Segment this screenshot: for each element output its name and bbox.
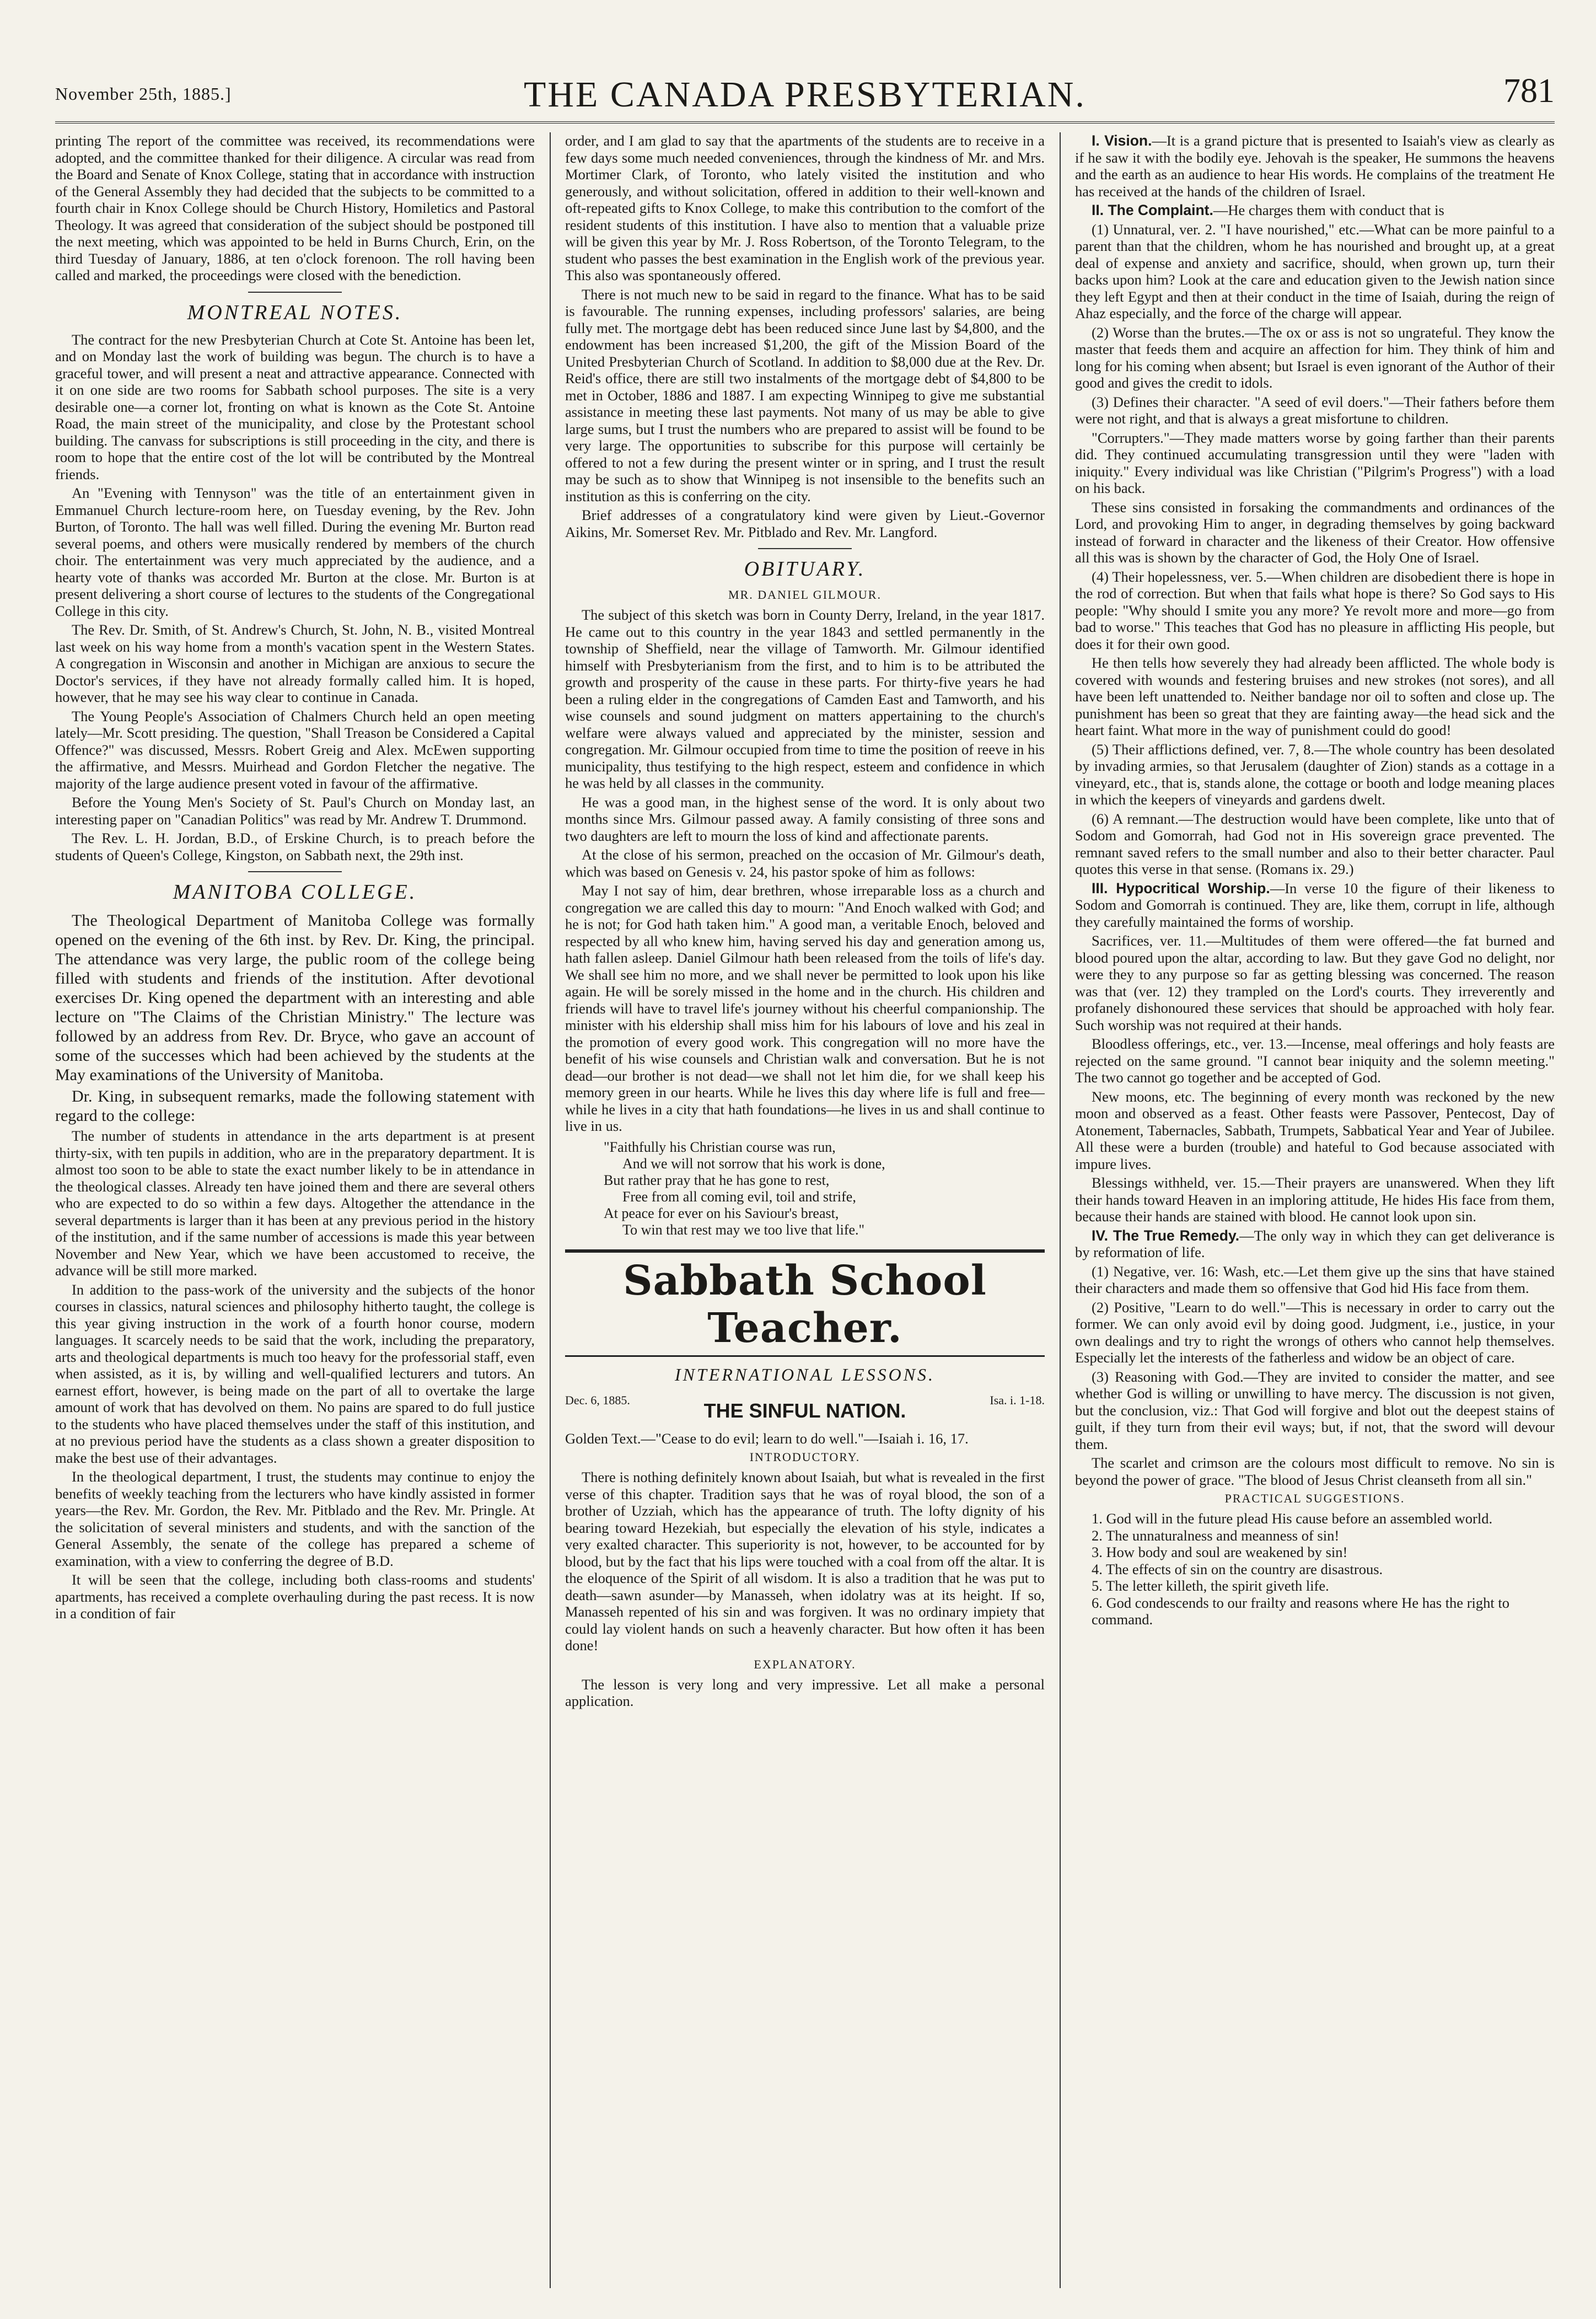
- montreal-notes-heading: MONTREAL NOTES.: [187, 300, 403, 324]
- section-label: I. Vision.: [1092, 132, 1152, 149]
- article-paragraph: In the theological department, I trust, the students may continue to enjoy the benefits of weekly teaching from the lecturers who have kindly assisted in former years—the Rev. Mr. Gordon, the Rev. Mr. Pitblado and the Rev. Mr. Pringle. At the solicitation of several ministers and students, and with the sanction of the General Assembly, the senate of the college has prepared a scheme of examination, with a view to conferring the degree of B.D.: [55, 1468, 535, 1569]
- article-paragraph: There is not much new to be said in regard to the finance. What has to be said is favourable. The running expenses, including professors' salaries, are being fully met. The mortgage debt has been reduced since June last by $4,800, and the endowment has been increased $1,200, the gift of the Mission Board of the United Presbyterian Church of Scotland. In addition to $8,000 due at the Rev. Dr. Reid's office, there are still two instalments of the mortgage debt of $4,800 to be met in October, 1886 and 1887. I am expecting Winnipeg to give me substantial assistance in meeting these last payments. Not many of us may be able to give large sums, but I trust the numbers who are prepared to assist will be found to be very large. The opportunities to subscribe for this purpose will certainly be offered to not a few during the present winter or in spring, and I trust the result may be such as to show that Winnipeg is not insensible to the benefits such an institution as this is conferring on the city.: [565, 286, 1045, 504]
- poem-line: Free from all coming evil, toil and strife,: [622, 1188, 856, 1205]
- column-middle: [565, 132, 1045, 2288]
- article-paragraph: Bloodless offerings, etc., ver. 13.—Incense, meal offerings and holy feasts are rejected on the same ground. "I cannot bear iniquity and the solemn meeting." The two cannot go together and be accepted of God.: [1075, 1035, 1555, 1086]
- section-text: —The only way in which they can get deliverance is by reformation of life.: [1075, 1227, 1555, 1260]
- article-paragraph: (1) Unnatural, ver. 2. "I have nourished," etc.—What can be more painful to a parent than that the children, whom he has nourished and brought up, at a great deal of expense and anxiety and sacrifice, should, when grown up, turn their backs upon him? Look at the care and education given to the Jewish nation since they left Egypt and then at their conduct in the time of Isaiah, during the reign of Ahaz especially, and the force of the charge will appear.: [1075, 221, 1555, 321]
- article-paragraph: (5) Their afflictions defined, ver. 7, 8.—The whole country has been desolated by invading armies, so that Jerusalem (daughter of Zion) stands as a cottage in a vineyard, etc., that is, stands alone, the cottage or booth and lodge meaning places in which the keepers of vineyards and gardens dwelt.: [1075, 740, 1555, 808]
- article-paragraph: Sacrifices, ver. 11.—Multitudes of them were offered—the fat burned and blood poured upon the altar, according to law. But they gave God no delight, nor were they to any purpose so far as getting blessing was concerned. The reason was that (ver. 12) they trampled on the Lord's courts. They irreverently and profanely dishonoured these services that should be approached with holy fear. Such worship was not required at their hands.: [1075, 932, 1555, 1033]
- article-paragraph: The Young People's Association of Chalmers Church held an open meeting lately—Mr. Scott presiding. The question, "Shall Treason be Considered a Capital Offence?" was discussed, Messrs. Robert Greig and Alex. McEwen supporting the affirmative, and Messrs. Muirhead and Gordon Fletcher the negative. The majority of the large audience present voted in favour of the affirmative.: [55, 707, 535, 792]
- list-item: 6. God condescends to our frailty and reasons where He has the right to command.: [1092, 1594, 1509, 1628]
- lesson-reference: Isa. i. 1-18.: [990, 1393, 1045, 1407]
- practical-suggestions-heading: PRACTICAL SUGGESTIONS.: [1224, 1491, 1405, 1505]
- obituary-heading: OBITUARY.: [744, 557, 866, 581]
- section-paragraph: [1075, 880, 1555, 931]
- poem-line: To win that rest may we too live that life.": [622, 1221, 865, 1238]
- section-divider: [248, 292, 342, 293]
- article-paragraph: In addition to the pass-work of the university and the subjects of the honor courses in classics, natural sciences and philosophy hitherto taught, the college is this year giving instruction in the work of a fourth honor course, modern languages. It scarcely needs to be said that the work, including the preparatory, arts and theological departments is much too heavy for the professorial staff, even when assisted, as it is, by willing and well-qualified lecturers and tutors. An earnest effort, however, is being made on the part of all to overtake the large amount of work that has devolved on them. No pains are spared to do full justice to the students who have placed themselves under the staff of this institution, and at no previous period have the students as a class shown a greater disposition to make the best use of their advantages.: [55, 1281, 535, 1466]
- section-text: —It is a grand picture that is presented to Isaiah's view as clearly as if he saw it with the bodily eye. Jehovah is the speaker, He summons the heavens and the earth as an audience to hear His words. He complains of the treatment He has received at the hands of the children of Israel.: [1075, 132, 1555, 200]
- column-area: [55, 132, 1555, 2288]
- column-rule: [550, 132, 551, 2288]
- explanatory-heading: EXPLANATORY.: [754, 1657, 856, 1671]
- list-item: 2. The unnaturalness and meanness of sin!: [1092, 1527, 1340, 1544]
- list-item: 3. How body and soul are weakened by sin!: [1092, 1544, 1348, 1560]
- section-label: III. Hypocritical Worship.: [1092, 879, 1270, 897]
- article-paragraph: At the close of his sermon, preached on the occasion of Mr. Gilmour's death, which was based on Genesis v. 24, his pastor spoke of him as follows:: [565, 846, 1045, 880]
- article-paragraph: (2) Worse than the brutes.—The ox or ass is not so ungrateful. They know the master that feeds them and acquire an affection for him. They think of him and long for his coming when absent; but Israel is even ignorant of the Author of their good and gives the credit to idols.: [1075, 324, 1555, 391]
- article-paragraph: The lesson is very long and very impressive. Let all make a personal application.: [565, 1676, 1045, 1709]
- issue-date: November 25th, 1885.]: [55, 84, 232, 104]
- newspaper-page: [55, 50, 1555, 2288]
- article-paragraph: Blessings withheld, ver. 15.—Their prayers are unanswered. When they lift their hands toward Heaven in an imploring attitude, He hides His face from them, because their hands are stained with blood. He cannot look upon sin.: [1075, 1174, 1555, 1225]
- article-paragraph: "Corrupters."—They made matters worse by going farther than their parents did. They continued accumulating transgression until they were "laden with iniquity." Every individual was like Christian ("Pilgrim's Progress") with a load on his back.: [1075, 429, 1555, 496]
- article-paragraph: The contract for the new Presbyterian Church at Cote St. Antoine has been let, and on Monday last the work of building was begun. The church is to have a graceful tower, and will present a neat and attractive appearance. Connected with it on one side are two rooms for Sabbath school purposes. The site is a very desirable one—a corner lot, fronting on what is known as the Cote St. Antoine Road, the main street of the municipality, and close by the Protestant school building. The canvass for subscriptions is still proceeding in the city, and there is room to hope that the entire cost of the lot will be contributed by the Montreal friends.: [55, 331, 535, 482]
- article-paragraph: (4) Their hopelessness, ver. 5.—When children are disobedient there is hope in the rod of correction. But when that fails what hope is there? So God says to His people: "Why should I smite you any more? Ye revolt more and more—go from bad to worse." This teaches that God has no pleasure in afflicting His people, but does it for their own good.: [1075, 568, 1555, 652]
- section-paragraph: [1075, 1227, 1555, 1261]
- article-paragraph: (3) Defines their character. "A seed of evil doers."—Their fathers before them were not right, and that is always a great misfortune to children.: [1075, 393, 1555, 427]
- lesson-title: THE SINFUL NATION.: [703, 1399, 906, 1422]
- article-paragraph: He then tells how severely they had already been afflicted. The whole body is covered with wounds and festering bruises and new strokes (not sores), and all have been left unattended to. Neither bandage nor oil to soften and close up. The punishment has been so great that they are fainting away—the head sick and the heart faint. What more in the way of punishment could do good!: [1075, 654, 1555, 738]
- section-paragraph: [1075, 202, 1555, 219]
- article-paragraph: These sins consisted in forsaking the commandments and ordinances of the Lord, and provoking Him to anger, in degrading themselves by going backward instead of forward in character and the likeness of their Creator. How offensive all this was is shown by the character of God, the Holy One of Israel.: [1075, 498, 1555, 566]
- article-paragraph: It will be seen that the college, including both class-rooms and students' apartments, has received a complete overhauling during the past recess. It is now in a condition of fair: [55, 1571, 535, 1622]
- page-number: 781: [1503, 72, 1555, 110]
- column-rule: [1060, 132, 1061, 2288]
- section-label: II. The Complaint.: [1092, 202, 1213, 218]
- article-paragraph: The scarlet and crimson are the colours most difficult to remove. No sin is beyond the power of grace. "The blood of Jesus Christ cleanseth from all sin.": [1075, 1454, 1555, 1488]
- section-text: —He charges them with conduct that is: [1213, 202, 1444, 218]
- section-label: IV. The True Remedy.: [1092, 1227, 1240, 1244]
- sabbath-school-banner: [565, 1249, 1045, 1357]
- article-paragraph: New moons, etc. The beginning of every month was reckoned by the new moon and observed as a feast. Other feasts were Passover, Pentecost, Day of Atonement, Tabernacles, Sabbath, Trumpets, Sabbatical Year and Year of Jubilee. All these were a burden (trouble) and hateful to God because associated with impure lives.: [1075, 1088, 1555, 1172]
- article-paragraph: The Theological Department of Manitoba College was formally opened on the evening of the 6th inst. by Rev. Dr. King, the principal. The attendance was very large, the public room of the college being filled with students and friends of the institution. After devotional exercises Dr. King opened the department with an interesting and able lecture on "The Claims of the Christian Ministry." The lecture was followed by an address from Rev. Dr. Bryce, who gave an account of some of the successes which had been achieved by the students at the May examinations of the University of Manitoba.: [55, 911, 535, 1084]
- introductory-heading: INTRODUCTORY.: [749, 1450, 861, 1464]
- list-item: 5. The letter killeth, the spirit giveth life.: [1092, 1577, 1329, 1594]
- article-paragraph: (2) Positive, "Learn to do well."—This is necessary in order to carry out the former. We can only avoid evil by doing good. Judgment, i.e., justice, in your own dealings and try to right the wrongs of others who cannot help themselves. Especially let the interests of the fatherless and widow be an object of care.: [1075, 1298, 1555, 1366]
- article-paragraph: order, and I am glad to say that the apartments of the students are to receive in a few days some much needed conveniences, through the kindness of Mr. and Mrs. Mortimer Clark, of Toronto, who lately visited the institution and who generously, and without solicitation, offered in addition to their well-known and oft-repeated gifts to Knox College, to make this contribution to the comfort of the resident students of this institution. I have also to mention that a valuable prize will be given this year by Mr. J. Ross Robertson, of the Toronto Telegram, to the student who passes the best examination in the English work of the previous year. This also was spontaneously offered.: [565, 132, 1045, 283]
- article-paragraph: Before the Young Men's Society of St. Paul's Church on Monday last, an interesting paper on "Canadian Politics" was read by Mr. Andrew T. Drummond.: [55, 794, 535, 828]
- lesson-header: [565, 1392, 1045, 1428]
- section-text: —In verse 10 the figure of their likeness to Sodom and Gomorrah is continued. They are, like them, corrupt in life, although they carefully maintained the forms of worship.: [1075, 879, 1555, 930]
- column-right: [1075, 132, 1555, 2288]
- article-paragraph: Brief addresses of a congratulatory kind were given by Lieut.-Governor Aikins, Mr. Somerset Rev. Mr. Pitblado and Rev. Mr. Langford.: [565, 507, 1045, 540]
- article-paragraph: Dr. King, in subsequent remarks, made the following statement with regard to the college:: [55, 1087, 535, 1125]
- article-paragraph: May I not say of him, dear brethren, whose irreparable loss as a church and congregation we are called this day to mourn: "And Enoch walked with God; and he is not; for God hath taken him." A good man, a veritable Enoch, beloved and respected by all who knew him, having served his day and generation among us, hath fallen asleep. Daniel Gilmour hath been released from the toils of life's day. We shall see him no more, and we shall never be permitted to look upon his like again. He will be sorely missed in the home and in the church. His children and friends will have to travel life's journey without his cheerful companionship. The minister with his eldership shall miss him for his labours of love and his zeal in the promotion of every good work. This congregation will no more have the benefit of his wise counsels and Christian walk and conversation. But he is not dead—our brother is not dead—we shall not let him die, for we shall keep his memory green in our hearts. While he lives this day where life is full and free—while he lives in a city that hath foundations—he lives in us and shall continue to live in us.: [565, 882, 1045, 1134]
- banner-title: Sabbath School Teacher.: [623, 1257, 987, 1352]
- article-paragraph: The number of students in attendance in the arts department is at present thirty-six, with ten pupils in addition, who are in the preparatory department. It is almost too soon to be able to state the exact number likely to be in attendance in the theological classes. Already ten have joined them and there are several others who are expected to do so within a few days. Altogether the attendance in the several departments is larger than it has been at any previous period in the history of the institution, and if the same number of accessions is made this year between November and New Year, which we have been accustomed to receive, the advance will be still more marked.: [55, 1128, 535, 1279]
- poem-line: And we will not sorrow that his work is done,: [622, 1155, 885, 1172]
- memorial-poem: [565, 1139, 1045, 1238]
- list-item: 4. The effects of sin on the country are disastrous.: [1092, 1560, 1383, 1577]
- section-divider: [248, 871, 342, 872]
- article-paragraph: He was a good man, in the highest sense of the word. It is only about two months since Mrs. Gilmour passed away. A family consisting of three sons and two daughters are left to mourn the loss of kind and affectionate parents.: [565, 793, 1045, 844]
- obituary-subject: MR. DANIEL GILMOUR.: [728, 588, 882, 602]
- section-paragraph: [1075, 132, 1555, 200]
- article-paragraph: The Rev. Dr. Smith, of St. Andrew's Church, St. John, N. B., visited Montreal last week on his way home from a month's vacation spent in the Western States. A congregation in Wisconsin and another in Michigan are anxious to secure the Doctor's services, if they have not already formally called him. It is hoped, however, that he may see his way clear to continue in Canada.: [55, 621, 535, 705]
- article-paragraph: An "Evening with Tennyson" was the title of an entertainment given in Emmanuel Church lecture-room here, on Tuesday evening, by the Rev. John Burton, of Toronto. The hall was well filled. During the evening Mr. Burton read several poems, and others were musically rendered by members of the church choir. The entertainment was very much appreciated by the audience, and a hearty vote of thanks was accorded Mr. Burton at the close. Mr. Burton is at present delivering a short course of lectures to the students of the Congregational College in this city.: [55, 485, 535, 619]
- lesson-date: Dec. 6, 1885.: [565, 1393, 630, 1407]
- newspaper-title: THE CANADA PRESBYTERIAN.: [524, 74, 1086, 115]
- poem-line: "Faithfully his Christian course was run,: [604, 1139, 836, 1155]
- international-lessons-heading: INTERNATIONAL LESSONS.: [674, 1364, 936, 1384]
- manitoba-college-heading: MANITOBA COLLEGE.: [173, 881, 417, 904]
- suggestions-list: [1075, 1510, 1555, 1628]
- article-paragraph: printing The report of the committee was received, its recommendations were adopted, and the committee thanked for their diligence. A circular was read from the Board and Senate of Knox College, stating that in accordance with instruction of the General Assembly they had decided that the subjects to be committed to a fourth chair in Knox College should be Church History, Homiletics and Pastoral Theology. It was agreed that consideration of the subject should be postponed till the next meeting, which was appointed to be held in Burns Church, Erin, on the third Tuesday of January, 1886, at ten o'clock forenoon. The roll having been called and marked, the proceedings were closed with the benediction.: [55, 132, 535, 283]
- article-paragraph: The Rev. L. H. Jordan, B.D., of Erskine Church, is to preach before the students of Queen's College, Kingston, on Sabbath next, the 29th inst.: [55, 830, 535, 863]
- column-left: [55, 132, 535, 2288]
- poem-line: At peace for ever on his Saviour's breast,: [604, 1205, 839, 1221]
- section-divider: [758, 548, 852, 549]
- poem-line: But rather pray that he has gone to rest,: [604, 1172, 830, 1188]
- list-item: 1. God will in the future plead His cause before an assembled world.: [1092, 1510, 1493, 1527]
- masthead: [55, 50, 1555, 124]
- article-paragraph: The subject of this sketch was born in County Derry, Ireland, in the year 1817. He came out to this country in the year 1843 and settled permanently in the township of Sheffield, near the village of Tamworth. Mr. Gilmour identified himself with Presbyterianism from the first, and to him is to be attributed the growth and prosperity of the cause in these parts. For thirty-five years he had been a ruling elder in the congregations of Camden East and Tamworth, and his wise counsels and sound judgment on matters appertaining to the church's welfare were always valued and appreciated by the minister, session and congregation. Mr. Gilmour occupied from time to time the position of reeve in his municipality, thus testifying to the high respect, esteem and confidence in which he was held by all classes in the community.: [565, 606, 1045, 791]
- article-paragraph: (6) A remnant.—The destruction would have been complete, like unto that of Sodom and Gomorrah, had God not in His sovereign grace prevented. The remnant saved refers to the small number and also to their better character. Paul quotes this verse in that sense. (Romans ix. 29.): [1075, 810, 1555, 877]
- golden-text: Golden Text.—"Cease to do evil; learn to do well."—Isaiah i. 16, 17.: [565, 1430, 969, 1447]
- article-paragraph: (3) Reasoning with God.—They are invited to consider the matter, and see whether God is willing or unwilling to have mercy. The discussion is not given, but the conclusion, viz.: That God will forgive and blot out the deepest stains of guilt, if they turn from their evil ways; but, if not, that the sword will devour them.: [1075, 1368, 1555, 1452]
- article-paragraph: There is nothing definitely known about Isaiah, but what is revealed in the first verse of this chapter. Tradition says that he was of royal blood, the son of a brother of Uzziah, which has the appearance of truth. The lofty dignity of his bearing toward Hezekiah, but especially the elevation of his style, indicates a very exalted character. This superiority is not, however, to be accounted for by blood, but by the fact that his lips were touched with a coal from off the altar. It is the eloquence of the Spirit of all wisdom. It is also a tradition that he was put to death—sawn asunder—by Manasseh, when idolatry was at its height. If so, Manasseh repented of his sin and was forgiven. It was no ordinary impiety that could lay violent hands on such a heavenly character. But how often it has been done!: [565, 1469, 1045, 1654]
- article-paragraph: (1) Negative, ver. 16: Wash, etc.—Let them give up the sins that have stained their characters and made them so offensive that God hid His face from them.: [1075, 1263, 1555, 1296]
